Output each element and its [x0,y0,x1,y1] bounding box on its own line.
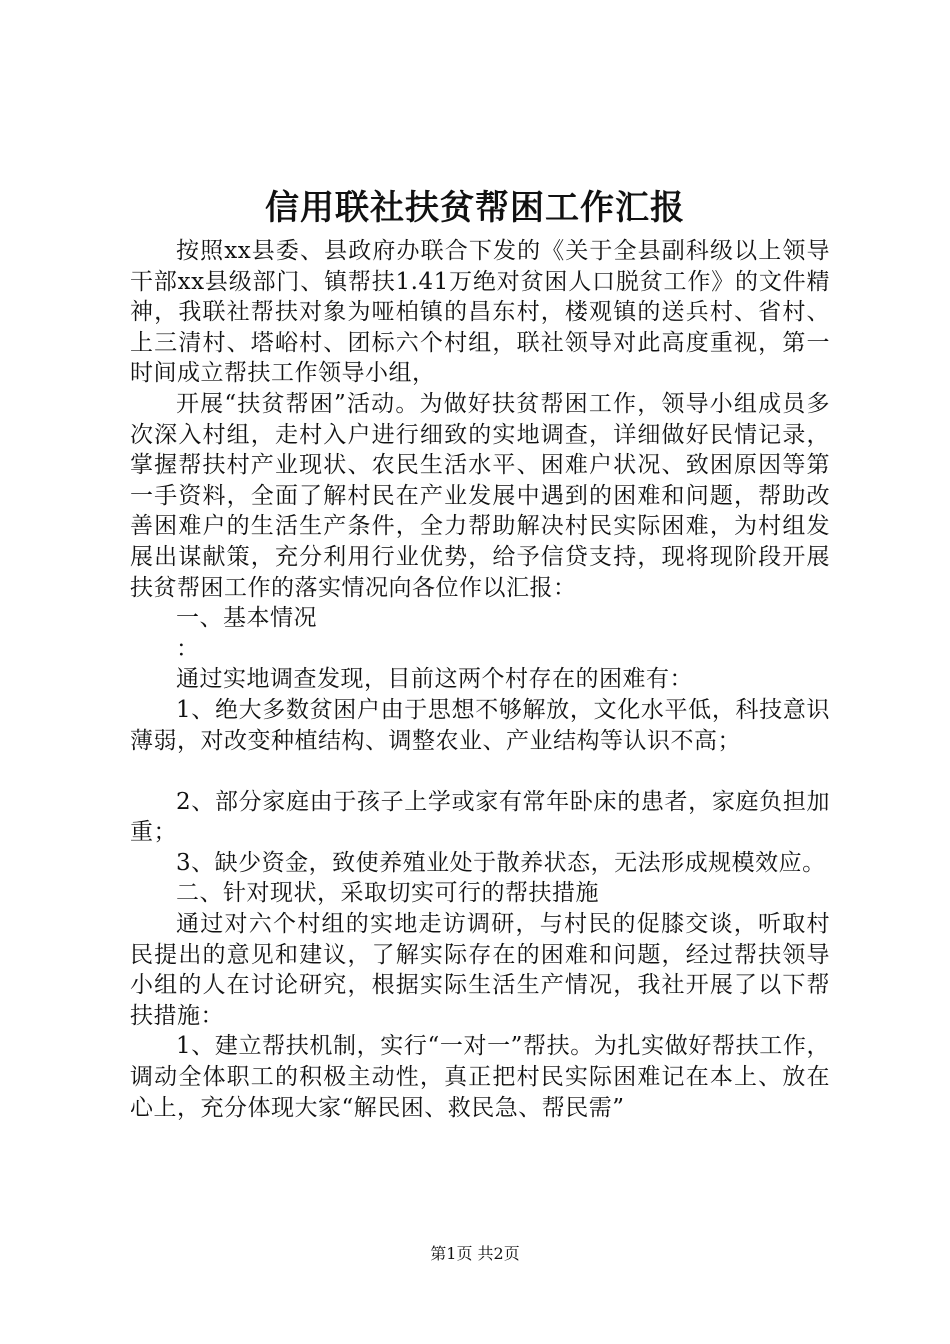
list-item-difficulty-2: 2、部分家庭由于孩子上学或家有常年卧床的患者，家庭负担加重； [130,788,830,846]
list-item-measure-1: 1、建立帮扶机制，实行“一对一”帮扶。为扎实做好帮扶工作，调动全体职工的积极主动性，真正把村民实际困难记在本上、放在心上，充分体现大家“解民困、救民急、帮民需” [130,1033,830,1121]
list-item-difficulty-1: 1、绝大多数贫困户由于思想不够解放，文化水平低，科技意识薄弱，对改变种植结构、调整农业、产业结构等认识不高； [130,696,830,754]
section-heading-basic: 一、基本情况 [176,605,317,632]
document-body [130,236,830,1123]
paragraph-survey: 通过实地调查发现，目前这两个村存在的困难有： [176,666,693,693]
document-title: 信用联社扶贫帮困工作汇报 [265,188,685,228]
list-item-difficulty-3: 3、缺少资金，致使养殖业处于散养状态，无法形成规模效应。 [176,849,826,876]
paragraph-colon: ： [176,635,200,662]
page-footer: 第1页 共2页 [430,1244,520,1263]
blank-line [130,756,830,787]
section-heading-measures: 二、针对现状，采取切实可行的帮扶措施 [176,880,599,907]
paragraph-measures-intro: 通过对六个村组的实地走访调研，与村民的促膝交谈，听取村民提出的意见和建议，了解实际存在的困难和问题，经过帮扶领导小组的人在讨论研究，根据实际生活生产情况，我社开展了以下帮扶措施： [130,911,830,1029]
paragraph-activity: 开展“扶贫帮困”活动。为做好扶贫帮困工作，领导小组成员多次深入村组，走村入户进行细致的实地调查，详细做好民情记录，掌握帮扶村产业现状、农民生活水平、困难户状况、致困原因等第一手资料，全面了解村民在产业发展中遇到的困难和问题，帮助改善困难户的生活生产条件，全力帮助解决村民实际困难，为村组发展出谋献策，充分利用行业优势，给予信贷支持，现将现阶段开展扶贫帮困工作的落实情况向各位作以汇报： [130,390,830,601]
paragraph-intro: 按照xx县委、县政府办联合下发的《关于全县副科级以上领导干部xx县级部门、镇帮扶1.41万绝对贫困人口脱贫工作》的文件精神，我联社帮扶对象为哑柏镇的昌东村，楼观镇的送兵村、省村、上三清村、塔峪村、团标六个村组，联社领导对此高度重视，第一时间成立帮扶工作领导小组， [130,238,830,387]
